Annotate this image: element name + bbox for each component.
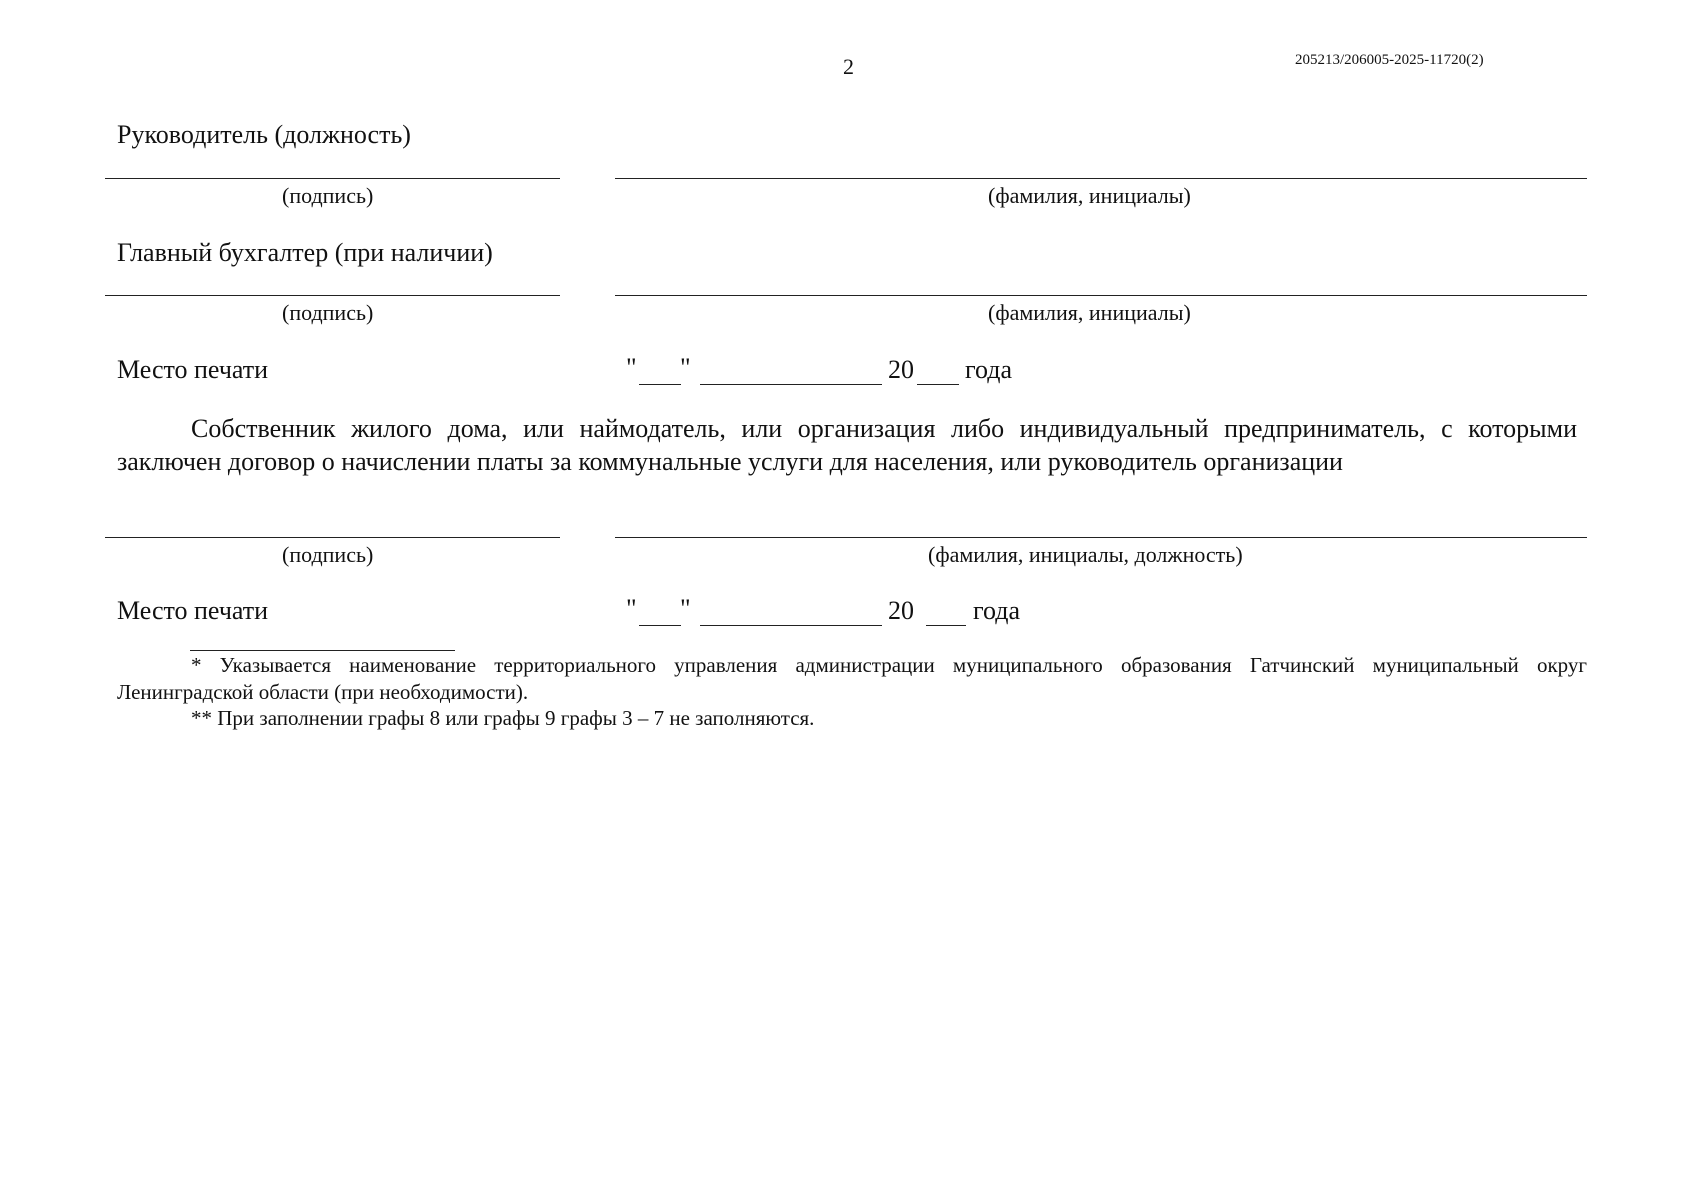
date-year-suffix-2: года xyxy=(973,596,1021,625)
date-year-suffix: года xyxy=(965,355,1013,384)
owner-signature-line[interactable] xyxy=(105,537,560,538)
stamp-place-label: Место печати xyxy=(117,355,269,384)
chief-accountant-signature-line[interactable] xyxy=(105,295,560,296)
owner-signature-caption: (подпись) xyxy=(282,542,374,567)
date-month-blank[interactable] xyxy=(700,384,882,385)
owner-name-line[interactable] xyxy=(615,537,1587,538)
date-day-blank-2[interactable] xyxy=(639,625,681,626)
page-number: 2 xyxy=(843,54,854,79)
date-year-blank-2[interactable] xyxy=(926,625,966,626)
chief-accountant-signature-caption: (подпись) xyxy=(282,300,374,325)
manager-role-label: Руководитель (должность) xyxy=(117,120,411,149)
footnote-2: ** При заполнении графы 8 или графы 9 графы 3 – 7 не заполняются. xyxy=(191,706,815,730)
date-quote-close: " xyxy=(680,353,691,382)
chief-accountant-name-caption: (фамилия, инициалы) xyxy=(988,300,1191,325)
manager-name-line[interactable] xyxy=(615,178,1587,179)
date-quote-close-2: " xyxy=(680,594,691,623)
stamp-place-label-2: Место печати xyxy=(117,596,269,625)
owner-paragraph: Собственник жилого дома, или наймодатель, или организация либо индивидуальный предприниматель, с которыми заключен договор о начислении платы за коммунальные услуги для населения, или руководитель организации xyxy=(117,414,1577,476)
date-quote-open: " xyxy=(626,353,637,382)
date-year-blank[interactable] xyxy=(917,384,959,385)
date-year-prefix: 20 xyxy=(888,355,914,384)
manager-name-caption: (фамилия, инициалы) xyxy=(988,183,1191,208)
document-id: 205213/206005-2025-11720(2) xyxy=(1295,52,1484,68)
footnote-1: * Указывается наименование территориального управления администрации муниципального образования Гатчинский муниципальный округ Ленинградской области (при необходимости). xyxy=(117,653,1587,704)
date-day-blank[interactable] xyxy=(639,384,681,385)
owner-name-caption: (фамилия, инициалы, должность) xyxy=(928,542,1243,567)
manager-signature-caption: (подпись) xyxy=(282,183,374,208)
chief-accountant-role-label: Главный бухгалтер (при наличии) xyxy=(117,238,493,267)
date-year-prefix-2: 20 xyxy=(888,596,914,625)
date-quote-open-2: " xyxy=(626,594,637,623)
chief-accountant-name-line[interactable] xyxy=(615,295,1587,296)
manager-signature-line[interactable] xyxy=(105,178,560,179)
date-month-blank-2[interactable] xyxy=(700,625,882,626)
footnote-separator xyxy=(190,650,455,651)
